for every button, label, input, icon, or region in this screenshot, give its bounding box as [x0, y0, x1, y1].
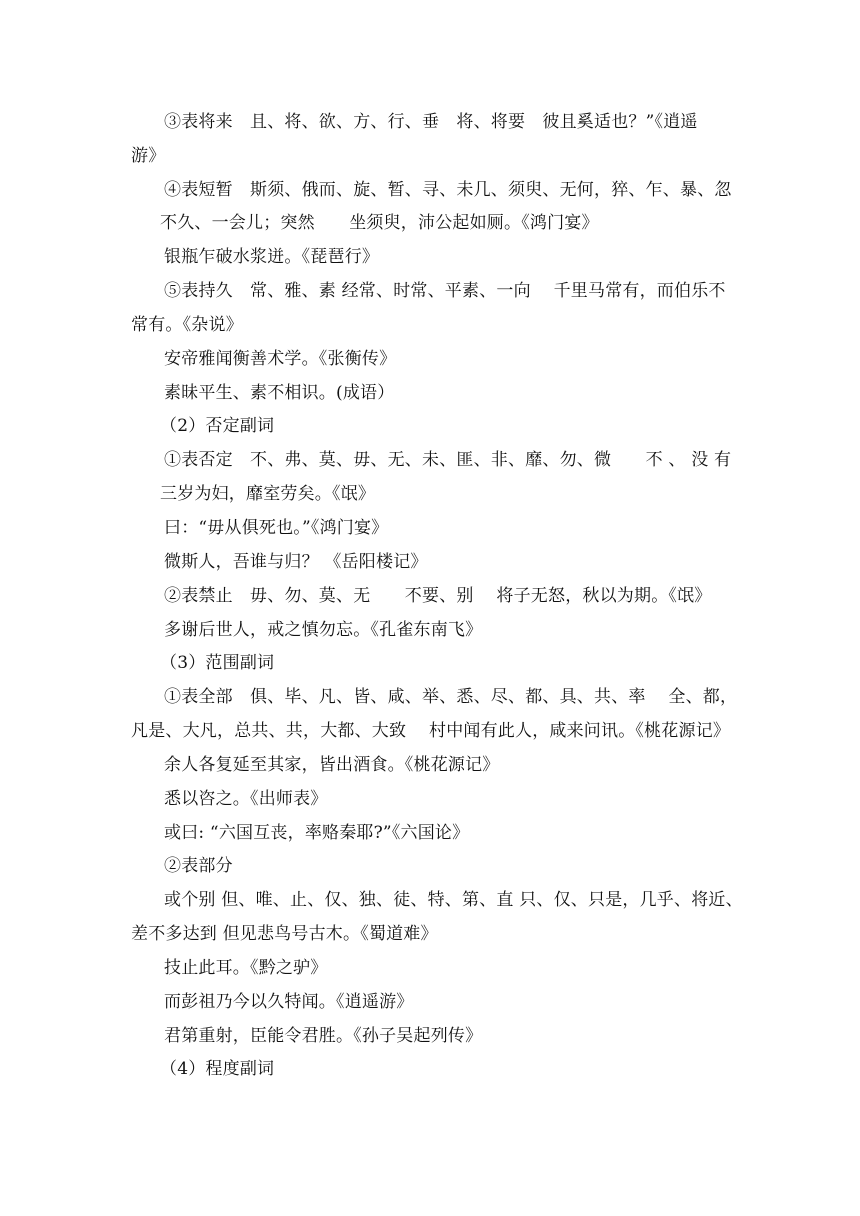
text-line: 常有。《杂说》: [131, 315, 243, 335]
text-line: 而彭祖乃今以久特闻。《逍遥游》: [164, 992, 414, 1012]
text-line: 三岁为妇，靡室劳矣。《氓》: [160, 484, 376, 504]
text-line: ②表部分: [164, 856, 233, 876]
text-line: ③表将来 且、将、欲、方、行、垂 将、将要 彼且奚适也？”《逍遥: [164, 112, 698, 132]
text-line: 余人各复延至其家，皆出酒食。《桃花源记》: [164, 755, 500, 775]
section-heading: （2）否定副词: [160, 416, 275, 436]
text-line: ⑤表持久 常、雅、素 经常、时常、平素、一向 千里马常有，而伯乐不: [164, 281, 726, 301]
text-line: 不久、一会儿；突然 坐须臾，沛公起如厕。《鸿门宴》: [160, 213, 599, 233]
text-line: 或个别 但、唯、止、仅、独、徒、特、第、直 只、仅、只是，几乎、将近、: [164, 890, 743, 910]
text-line: 安帝雅闻衡善术学。《张衡传》: [164, 349, 397, 369]
text-line: 银瓶乍破水浆迸。《琵琶行》: [164, 247, 380, 267]
text-line: 或曰: “六国互丧，率赂秦耶?”《六国论》: [164, 823, 470, 843]
section-heading: （3）范围副词: [160, 653, 275, 673]
text-line: 君第重射，臣能令君胜。《孙子吴起列传》: [164, 1026, 483, 1046]
text-line: 曰：“毋从俱死也。”《鸿门宴》: [164, 518, 389, 538]
text-line: 凡是、大凡，总共、共，大都、大致 村中闻有此人，咸来问讯。《桃花源记》: [131, 721, 731, 741]
text-line: ①表否定 不、弗、莫、毋、无、未、匪、非、靡、勿、微 不 、 没 有: [164, 450, 732, 470]
text-line: 差不多达到 但见悲鸟号古木。《蜀道难》: [131, 924, 438, 944]
text-line: 素昧平生、素不相识。(成语）: [164, 383, 395, 403]
text-line: ①表全部 俱、毕、凡、皆、咸、举、悉、尽、都、具、共、率 全、都，: [164, 687, 738, 707]
text-line: 悉以咨之。《出师表》: [164, 789, 328, 809]
text-line: 多谢后世人，戒之慎勿忘。《孔雀东南飞》: [164, 620, 483, 640]
section-heading: （4）程度副词: [160, 1059, 275, 1079]
text-line: 微斯人，吾谁与归？ 《岳阳楼记》: [164, 552, 428, 572]
text-line: ④表短暂 斯须、俄而、旋、暂、寻、未几、须臾、无何，猝、乍、暴、忽: [164, 180, 732, 200]
text-line: 游》: [131, 146, 166, 166]
text-line: 技止此耳。《黔之驴》: [164, 958, 328, 978]
text-line: ②表禁止 毋、勿、莫、无 不要、别 将子无怒，秋以为期。《氓》: [164, 586, 712, 606]
